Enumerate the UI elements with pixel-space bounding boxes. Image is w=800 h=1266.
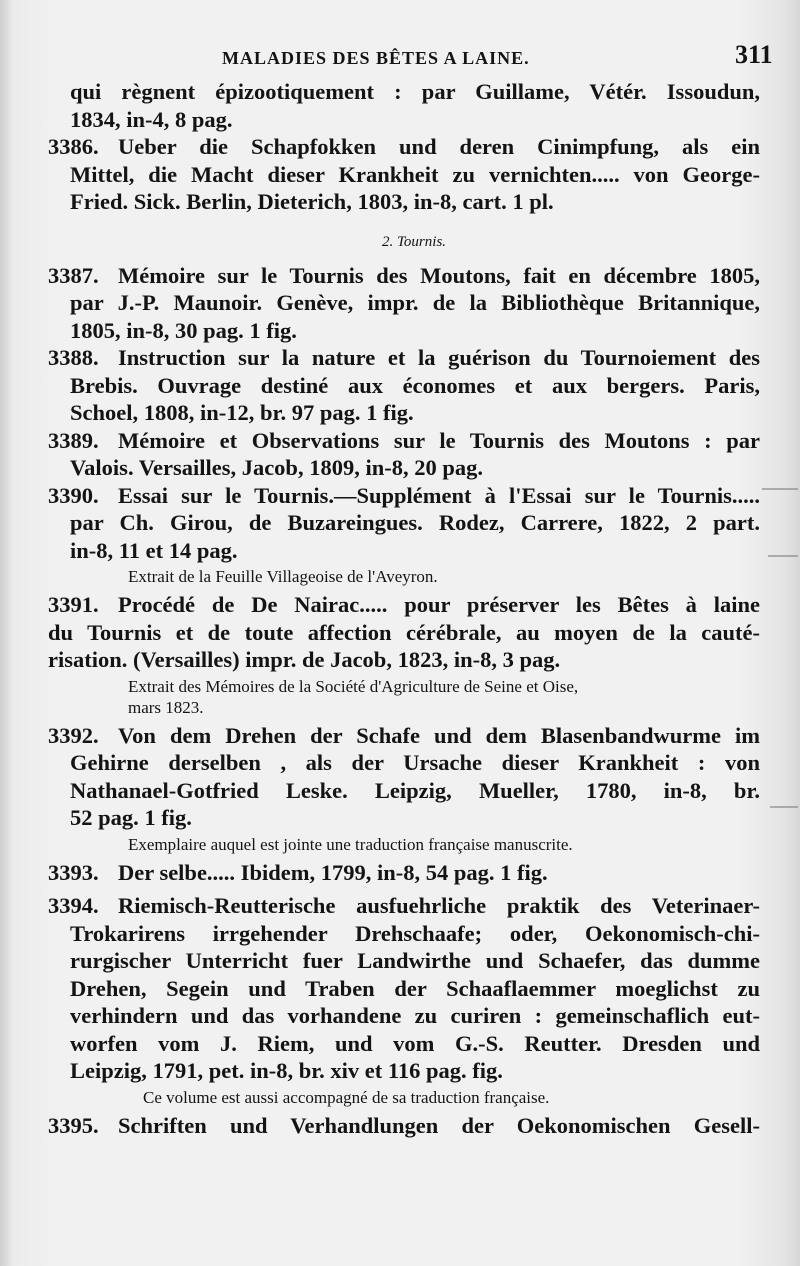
- entry-text: Schriften und Verhandlungen der Oekonomischen Gesell-: [118, 1112, 760, 1138]
- entry-3388: [48, 344, 760, 427]
- entry-text: 52 pag. 1 fig.: [70, 805, 192, 830]
- entry-number: 3389.: [48, 427, 99, 453]
- entry-text: Valois. Versailles, Jacob, 1809, in-8, 20 pag.: [70, 455, 483, 480]
- entry-3390: [48, 482, 760, 588]
- entry-note: mars 1823.: [128, 697, 204, 717]
- entry-3394: [48, 892, 760, 1108]
- entry-text: Mittel, die Macht dieser Krankheit zu vernichten..... von George-: [70, 161, 760, 187]
- entry-3393: [48, 859, 760, 887]
- entry-text: du Tournis et de toute affection cérébrale, au moyen de la cauté-: [48, 619, 760, 645]
- entry-text: Von dem Drehen der Schafe und dem Blasenbandwurme im: [118, 722, 760, 748]
- page-header: [0, 40, 800, 80]
- entry-text: Drehen, Segein und Traben der Schaaflaemmer moeglichst zu: [70, 975, 760, 1001]
- scan-artifact: [762, 488, 798, 490]
- entry-text: Essai sur le Tournis.—Supplément à l'Essai sur le Tournis.....: [118, 482, 760, 508]
- entry-3391: [48, 591, 760, 718]
- entry-text: rurgischer Unterricht fuer Landwirthe und Schaefer, das dumme: [70, 948, 760, 973]
- entry-text: Nathanael-Gotfried Leske. Leipzig, Mueller, 1780, in-8, br.: [70, 777, 760, 803]
- page-number: 311: [735, 40, 773, 69]
- entry-number: 3393.: [48, 859, 99, 885]
- entry-text: Fried. Sick. Berlin, Dieterich, 1803, in-8, cart. 1 pl.: [70, 189, 554, 214]
- entry-text: Ueber die Schapfokken und deren Cinimpfung, als ein: [118, 134, 760, 159]
- entry-note: Exemplaire auquel est jointe une traduction française manuscrite.: [128, 834, 573, 854]
- entry-text: Mémoire sur le Tournis des Moutons, fait en décembre 1805,: [118, 262, 760, 288]
- section-heading: 2. Tournis.: [381, 233, 447, 250]
- bibliography-list: [48, 78, 760, 1139]
- entry-text: 1805, in-8, 30 pag. 1 fig.: [70, 317, 297, 343]
- entry-text: Brebis. Ouvrage destiné aux économes et aux bergers. Paris,: [70, 372, 760, 398]
- entry-number: 3387.: [48, 262, 99, 288]
- entry-note: Extrait de la Feuille Villageoise de l'Aveyron.: [128, 567, 438, 586]
- entry-text: Gehirne derselben , als der Ursache dieser Krankheit : von: [70, 750, 760, 775]
- entry-text: Trokarirens irrgehender Drehschaafe; oder, Oekonomisch-chi-: [70, 920, 760, 946]
- entry-number: 3391.: [48, 592, 99, 617]
- scan-artifact: [768, 555, 798, 557]
- entry-note: Extrait des Mémoires de la Société d'Agriculture de Seine et Oise,: [128, 676, 579, 696]
- continued-entry-line: 1834, in-4, 8 pag.: [70, 106, 233, 132]
- entry-text: Mémoire et Observations sur le Tournis des Moutons : par: [118, 427, 760, 453]
- entry-3386: [48, 133, 760, 216]
- entry-text: Instruction sur la nature et la guérison du Tournoiement des: [118, 345, 760, 370]
- entry-text: worfen vom J. Riem, und vom G.-S. Reutter. Dresden und: [70, 1030, 760, 1056]
- entry-text: in-8, 11 et 14 pag.: [70, 537, 238, 563]
- entry-text: Schoel, 1808, in-12, br. 97 pag. 1 fig.: [70, 400, 414, 425]
- entry-number: 3386.: [48, 134, 99, 159]
- entry-text: verhindern und das vorhandene zu curiren : gemeinschaflich eut-: [70, 1003, 760, 1028]
- entry-text: Der selbe..... Ibidem, 1799, in-8, 54 pag. 1 fig.: [118, 859, 548, 885]
- running-title: MALADIES DES BÊTES A LAINE.: [222, 48, 530, 68]
- entry-3395: [48, 1112, 760, 1140]
- entry-text: Riemisch-Reutterische ausfuehrliche praktik des Veterinaer-: [118, 893, 760, 918]
- entry-number: 3394.: [48, 893, 99, 918]
- entry-text: par J.-P. Maunoir. Genève, impr. de la Bibliothèque Britannique,: [70, 290, 760, 315]
- entry-3389: [48, 427, 760, 482]
- entry-number: 3392.: [48, 722, 99, 748]
- entry-text: Leipzig, 1791, pet. in-8, br. xiv et 116 pag. fig.: [70, 1058, 503, 1083]
- continued-entry-line: qui règnent épizootiquement : par Guillame, Vétér. Issoudun,: [70, 79, 760, 104]
- entry-note: Ce volume est aussi accompagné de sa traduction française.: [143, 1087, 550, 1107]
- entry-number: 3390.: [48, 482, 99, 508]
- entry-number: 3388.: [48, 345, 99, 370]
- entry-text: par Ch. Girou, de Buzareingues. Rodez, Carrere, 1822, 2 part.: [70, 510, 760, 535]
- entry-3387: [48, 262, 760, 345]
- entry-text: risation. (Versailles) impr. de Jacob, 1823, in-8, 3 pag.: [48, 647, 561, 672]
- entry-text: Procédé de De Nairac..... pour préserver les Bêtes à laine: [118, 592, 760, 617]
- entry-3392: [48, 722, 760, 855]
- scan-artifact: [770, 806, 798, 808]
- entry-number: 3395.: [48, 1112, 99, 1138]
